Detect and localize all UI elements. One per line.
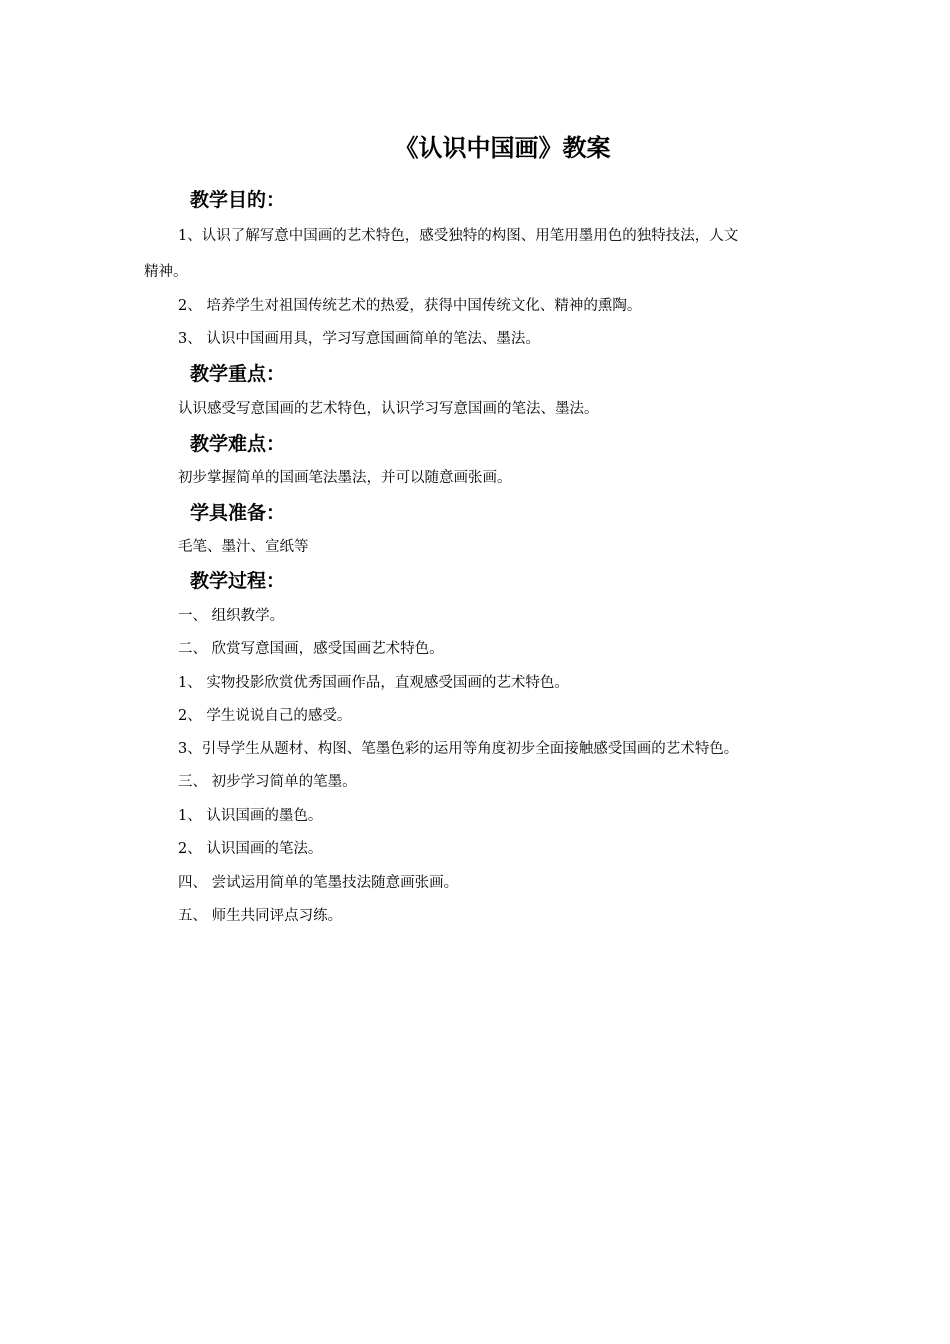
materials-text: 毛笔、墨汁、宣纸等 [178,539,309,555]
process-item: 四、 尝试运用简单的笔墨技法随意画张画。 [178,875,459,891]
process-item: 2、 学生说说自己的感受。 [178,708,352,724]
key-points-heading: 教学重点： [190,363,286,385]
process-item: 1、 认识国画的墨色。 [178,808,323,824]
process-item: 五、 师生共同评点习练。 [178,908,343,924]
document-title: 《认识中国画》教案 [394,134,611,162]
process-item: 二、 欣赏写意国画，感受国画艺术特色。 [178,641,444,657]
process-heading: 教学过程： [190,570,286,592]
process-item: 3、引导学生从题材、构图、笔墨色彩的运用等角度初步全面接触感受国画的艺术特色。 [178,741,739,757]
process-item: 2、 认识国画的笔法。 [178,841,323,857]
objectives-item-3: 3、 认识中国画用具，学习写意国画简单的笔法、墨法。 [178,331,540,347]
materials-heading: 学具准备： [190,502,286,524]
difficulties-heading: 教学难点： [190,433,286,455]
objectives-item-1: 1、认识了解写意中国画的艺术特色，感受独特的构图、用笔用墨用色的独特技法，人文 [178,228,739,244]
process-item: 三、 初步学习简单的笔墨。 [178,774,357,790]
objectives-item-1-continued: 精神。 [144,264,188,280]
key-points-text: 认识感受写意国画的艺术特色，认识学习写意国画的笔法、墨法。 [178,401,599,417]
objectives-item-2: 2、 培养学生对祖国传统艺术的热爱，获得中国传统文化、精神的熏陶。 [178,298,642,314]
objectives-heading: 教学目的： [190,189,286,211]
difficulties-text: 初步掌握简单的国画笔法墨法，并可以随意画张画。 [178,470,512,486]
process-item: 一、 组织教学。 [178,608,285,624]
process-item: 1、 实物投影欣赏优秀国画作品，直观感受国画的艺术特色。 [178,675,569,691]
